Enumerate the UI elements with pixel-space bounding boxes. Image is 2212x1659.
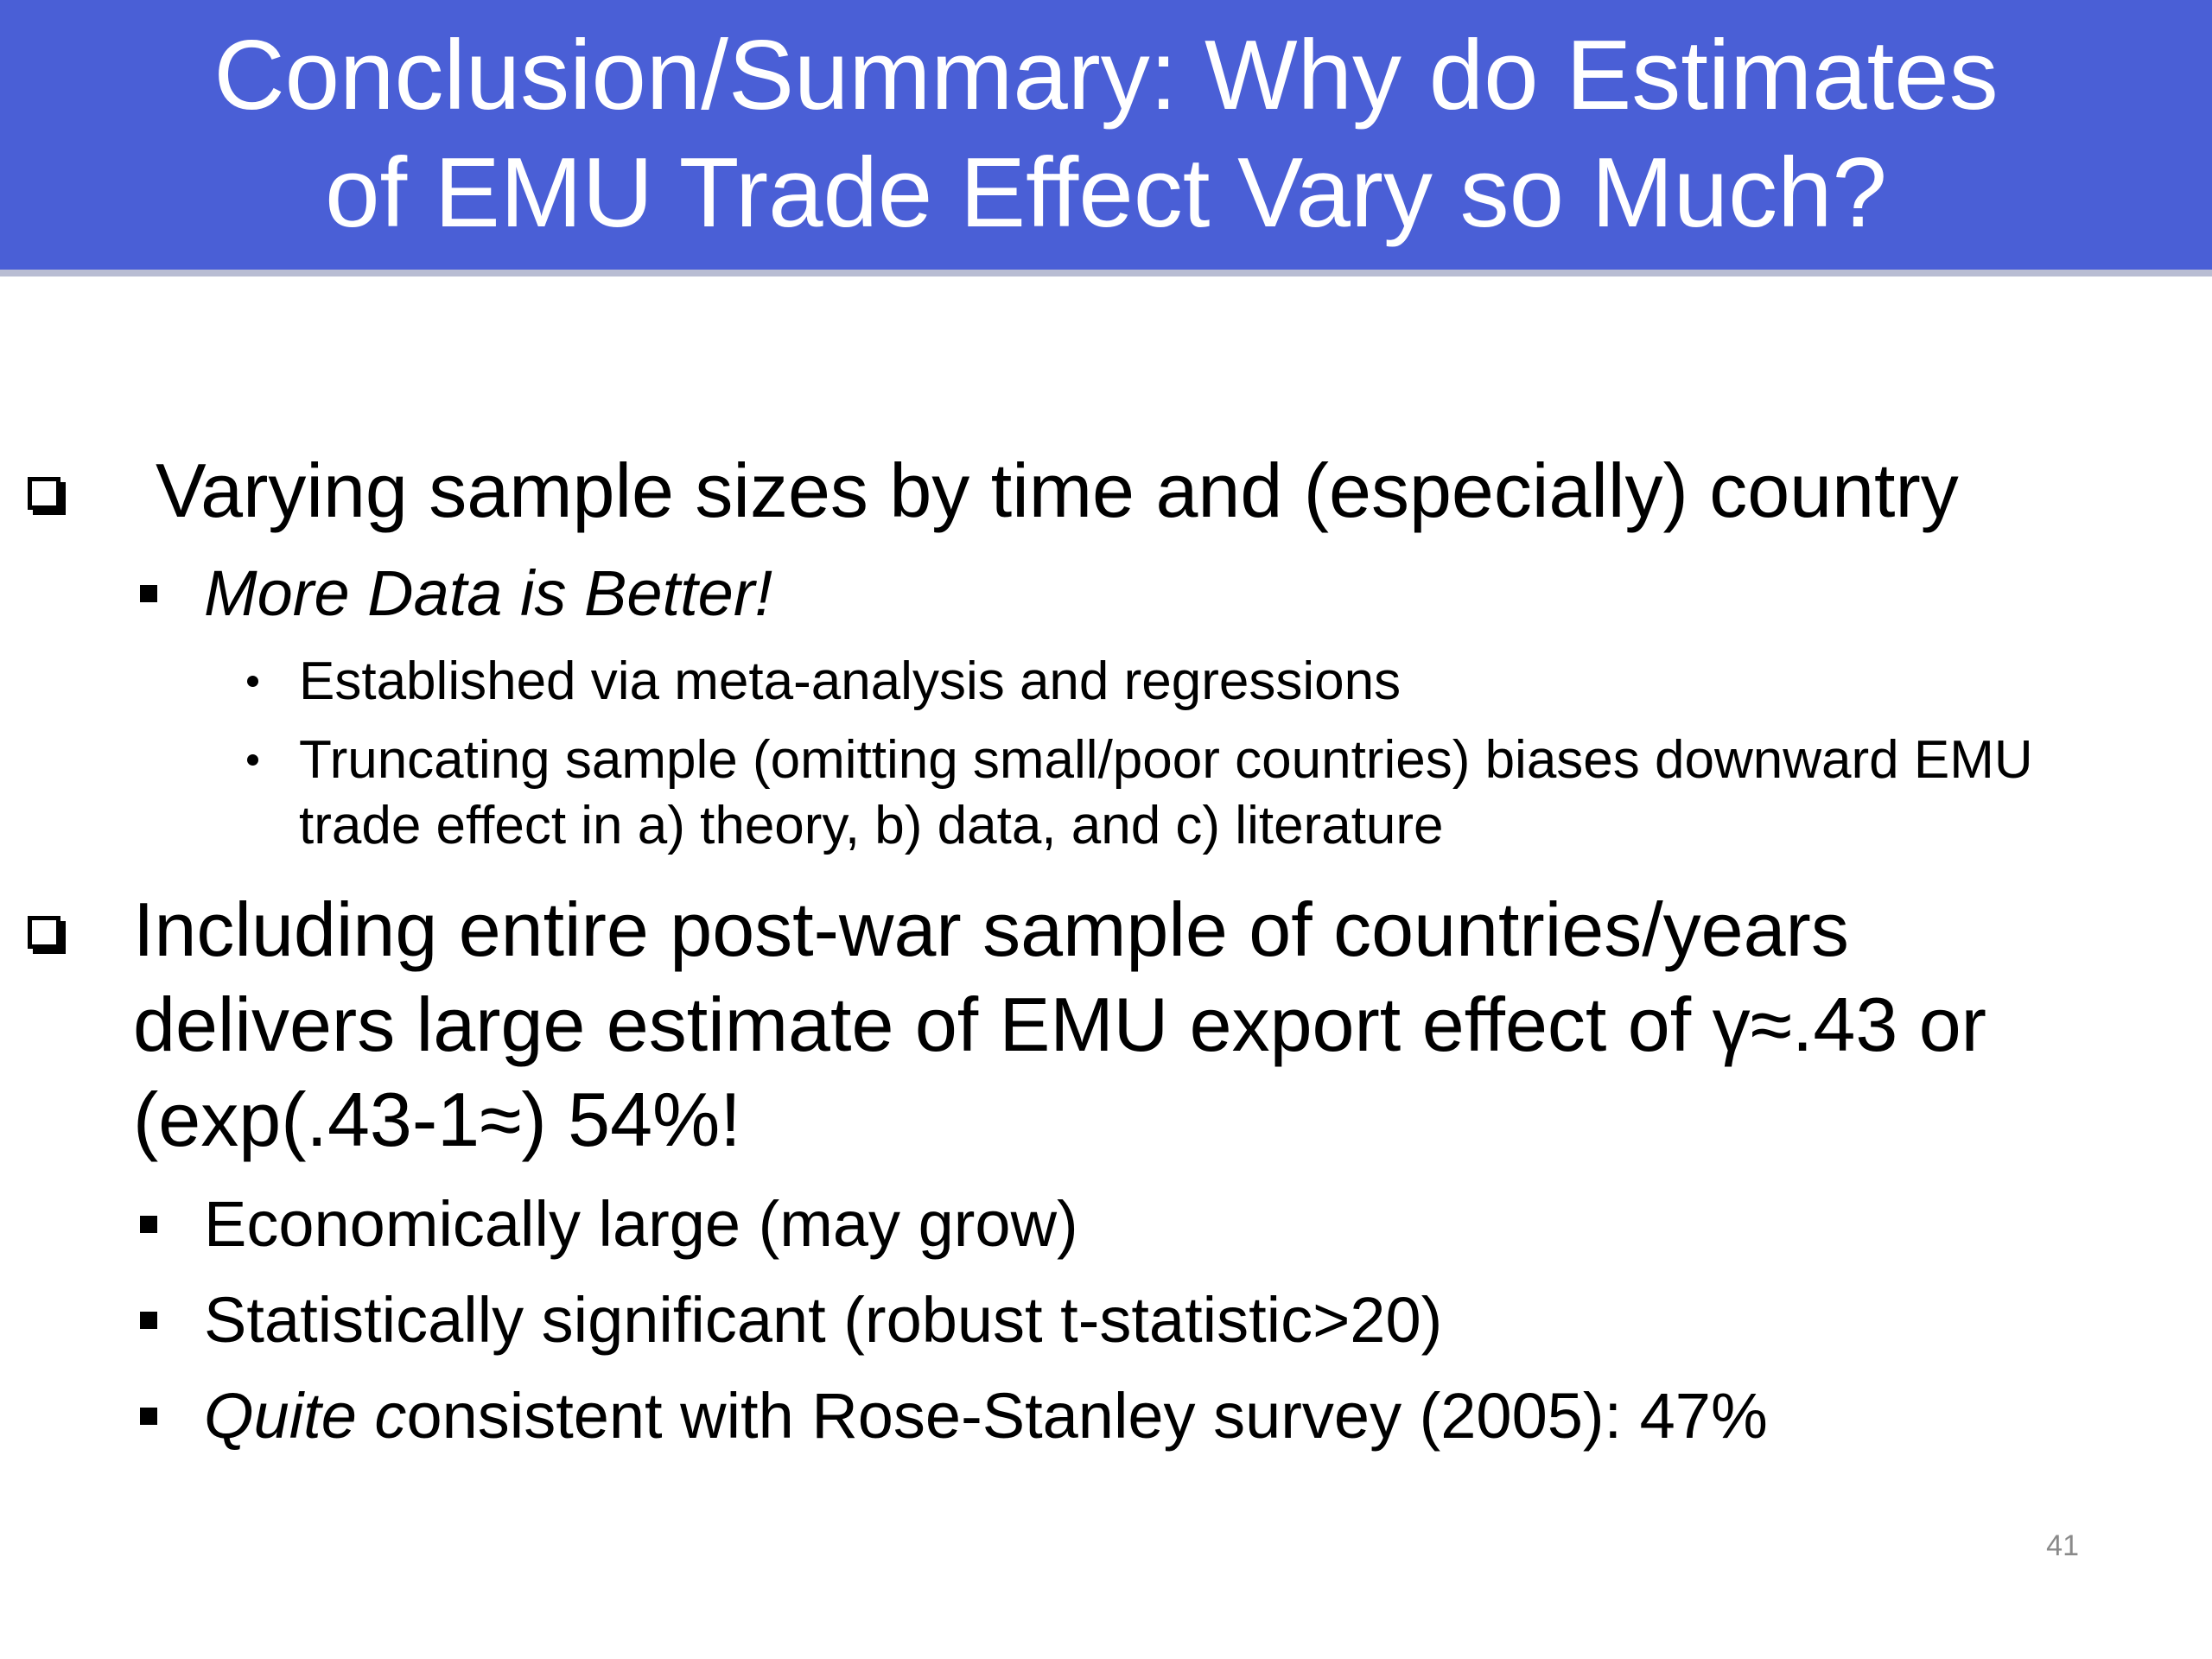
bullet-1-sub-1-item-1: Established via meta-analysis and regressions xyxy=(299,652,1402,711)
bullet-2-sub-3-rest: onsistent with Rose-Stanley survey (2005): 47% xyxy=(406,1380,1768,1452)
bullet-2-sub-3-italic: Quite c xyxy=(204,1380,407,1452)
checkbox-bullet-icon xyxy=(28,477,60,510)
bullet-1-sub-1: More Data is Better! xyxy=(204,557,773,629)
bullet-2-sub-1: Economically large (may grow) xyxy=(204,1188,1078,1260)
square-bullet-icon xyxy=(140,585,157,602)
square-bullet-icon xyxy=(140,1216,157,1233)
checkbox-bullet-icon xyxy=(28,916,60,949)
bullet-1-sub-1-item-2: Truncating sample (omitting small/poor countries) biases downward EMU xyxy=(299,730,2033,790)
bullet-1-sub-1-item-2-continued: trade effect in a) theory, b) data, and c) literature xyxy=(299,796,1444,855)
bullet-2-line-1: Including entire post-war sample of countries/years xyxy=(133,887,1849,972)
page-number: 41 xyxy=(2046,1529,2079,1562)
square-bullet-icon xyxy=(140,1312,157,1329)
dot-bullet-icon xyxy=(247,754,258,766)
bullet-2-line-2: delivers large estimate of EMU export effect of γ≈.43 or xyxy=(133,982,1986,1067)
bullet-1-text: Varying sample sizes by time and (especially) country xyxy=(156,448,1959,533)
bullet-2-sub-3 xyxy=(204,1377,1768,1455)
bullet-2-sub-2: Statistically significant (robust t-statistic>20) xyxy=(204,1284,1443,1356)
dot-bullet-icon xyxy=(247,676,258,687)
square-bullet-icon xyxy=(140,1408,157,1425)
slide-title-line-1: Conclusion/Summary: Why do Estimates xyxy=(213,21,1999,130)
bullet-2-line-3: (exp(.43-1≈) 54%! xyxy=(133,1077,741,1162)
slide-title-line-2: of EMU Trade Effect Vary so Much? xyxy=(325,138,1887,248)
